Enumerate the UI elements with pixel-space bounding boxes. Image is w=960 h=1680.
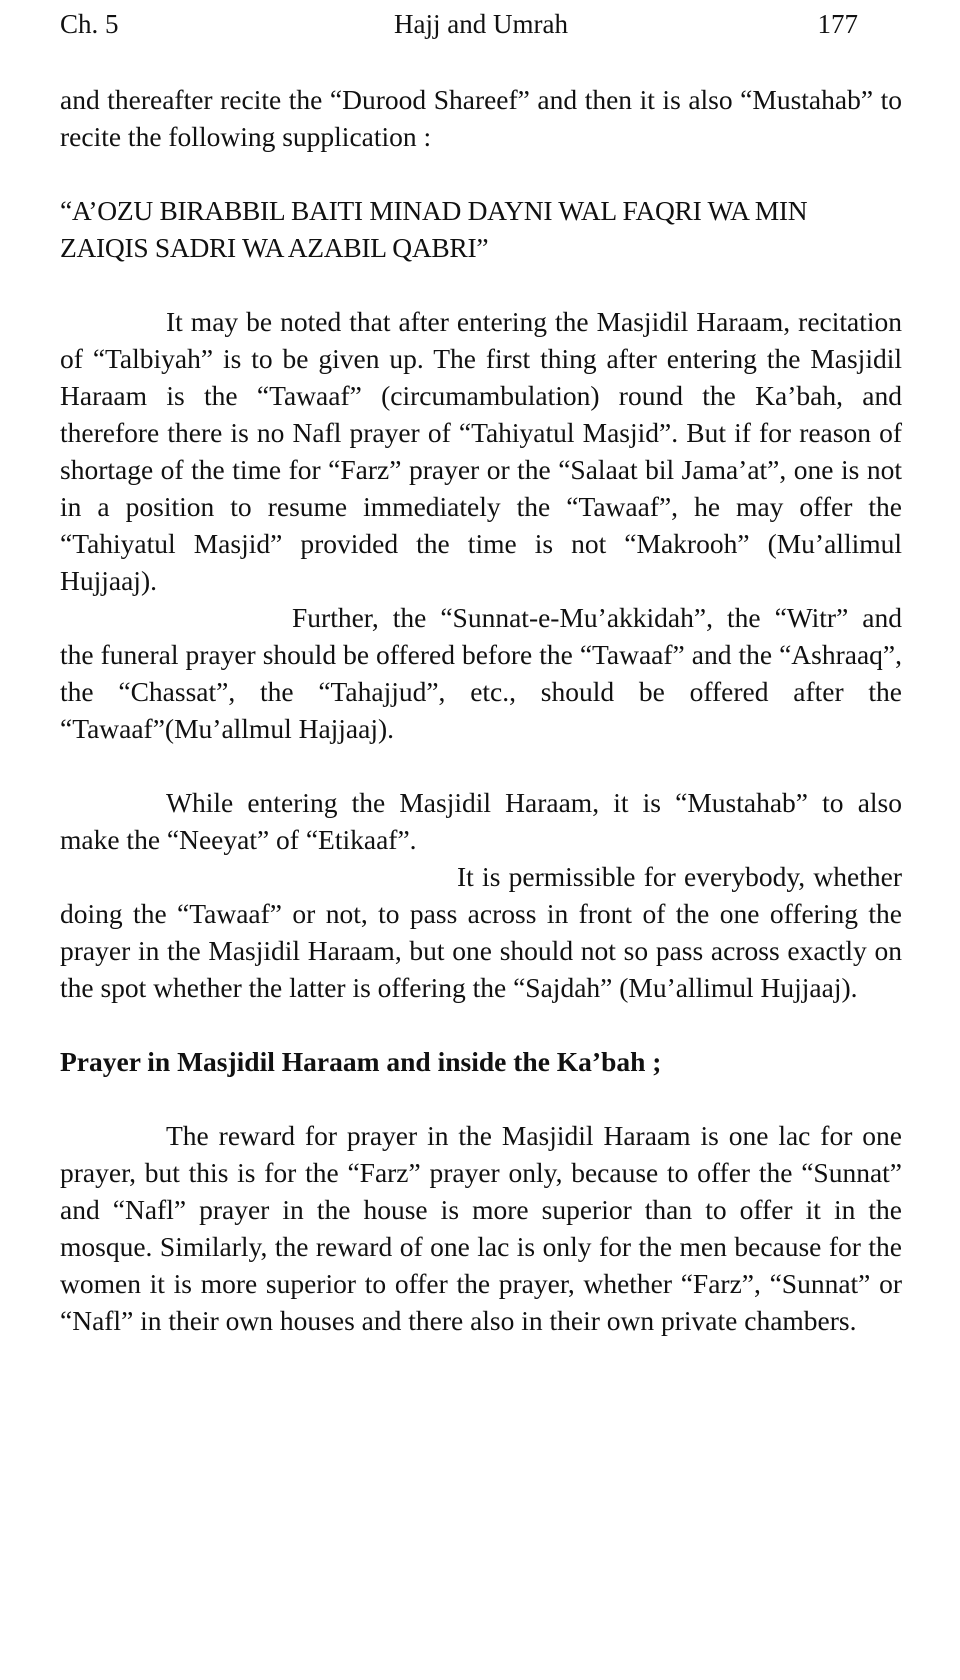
document-page [60, 0, 902, 1339]
etikaaf-paragraph: While entering the Masjidil Haraam, it is “Mustahab” to also make the “Neeyat” of “Etikaaf”. [60, 787, 902, 855]
intro-paragraph: and thereafter recite the “Durood Shareef” and then it is also “Mustahab” to recite the following supplication : [60, 84, 902, 152]
sunnat-paragraph: Further, the “Sunnat-e-Mu’akkidah”, the “Witr” and the funeral prayer should be offered before the “Tawaaf” and the “Ashraaq”, the “Chassat”, the “Tahajjud”, etc., should be offered after the “Tawaaf”(Mu’allmul Hajjaaj). [60, 602, 902, 744]
reward-paragraph: The reward for prayer in the Masjidil Haraam is one lac for one prayer, but this is for the “Farz” prayer only, because to offer the “Sunnat” and “Nafl” prayer in the house is more superior than to offer it in the mosque. Similarly, the reward of one lac is only for the men because for the women it is more superior to offer the prayer, whether “Farz”, “Sunnat” or “Nafl” in their own houses and there also in their own private chambers. [60, 1120, 902, 1336]
talbiyah-paragraph: It may be noted that after entering the Masjidil Haraam, recitation of “Talbiyah” is to be given up. The first thing after entering the Masjidil Haraam is the “Tawaaf” (circumambulation) round the Ka’bah, and therefore there is no Nafl prayer of “Tahiyatul Masjid”. But if for reason of shortage of the time for “Farz” prayer or the “Salaat bil Jama’at”, one is not in a position to resume immediately the “Tawaaf”, he may offer the “Tahiyatul Masjid” provided the time is not “Makrooh” (Mu’allimul Hujjaaj). [60, 306, 902, 596]
supplication-text: “A’OZU BIRABBIL BAITI MINAD DAYNI WAL FAQRI WA MIN ZAIQIS SADRI WA AZABIL QABRI” [60, 195, 808, 263]
section-heading: Prayer in Masjidil Haraam and inside the Ka’bah ; [60, 1046, 662, 1077]
running-header [60, 4, 902, 44]
book-title: Hajj and Umrah [394, 9, 568, 39]
page-number: 177 [817, 9, 858, 39]
passing-paragraph: It is permissible for everybody, whether doing the “Tawaaf” or not, to pass across in front of the one offering the prayer in the Masjidil Haraam, but one should not so pass across exactly on the spot whether the latter is offering the “Sajdah” (Mu’allimul Hujjaaj). [60, 861, 902, 1003]
chapter-label: Ch. 5 [60, 9, 119, 39]
